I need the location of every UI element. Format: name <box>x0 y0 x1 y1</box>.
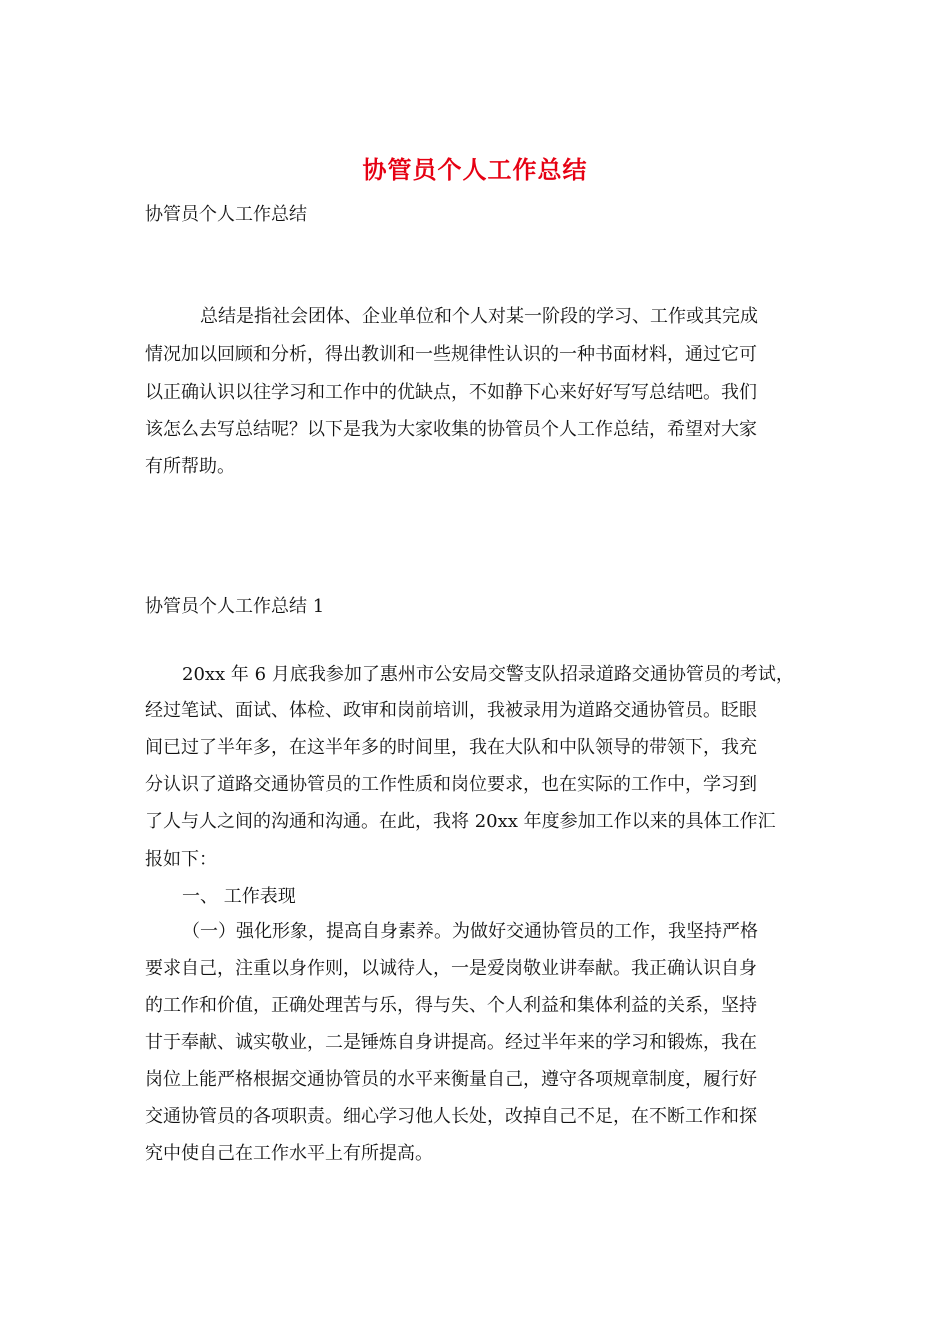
section-line: 20xx 年 6 月底我参加了惠州市公安局交警支队招录道路交通协管员的考试， <box>182 664 794 685</box>
section-line: 经过笔试、面试、体检、政审和岗前培训，我被录用为道路交通协管员。眨眼 <box>145 700 757 721</box>
part-line: 的工作和价值，正确处理苦与乐，得与失、个人利益和集体利益的关系，坚持 <box>145 995 757 1016</box>
part-line: （一）强化形象，提高自身素养。为做好交通协管员的工作，我坚持严格 <box>182 921 758 942</box>
section-heading: 协管员个人工作总结 1 <box>145 596 325 617</box>
intro-line: 有所帮助。 <box>145 456 235 477</box>
intro-line: 以正确认识以往学习和工作中的优缺点，不如静下心来好好写写总结吧。我们 <box>145 382 757 403</box>
section-line: 间已过了半年多，在这半年多的时间里，我在大队和中队领导的带领下，我充 <box>145 737 757 758</box>
part-heading: 一、 工作表现 <box>182 886 296 907</box>
section-line: 了人与人之间的沟通和沟通。在此，我将 20xx 年度参加工作以来的具体工作汇 <box>145 811 776 832</box>
section-line: 分认识了道路交通协管员的工作性质和岗位要求，也在实际的工作中，学习到 <box>145 774 757 795</box>
part-line: 要求自己，注重以身作则，以诚待人，一是爱岗敬业讲奉献。我正确认识自身 <box>145 958 757 979</box>
part-line: 究中使自己在工作水平上有所提高。 <box>145 1143 433 1164</box>
document-subtitle: 协管员个人工作总结 <box>145 204 307 225</box>
intro-line: 情况加以回顾和分析，得出教训和一些规律性认识的一种书面材料，通过它可 <box>145 344 757 365</box>
part-line: 岗位上能严格根据交通协管员的水平来衡量自己，遵守各项规章制度，履行好 <box>145 1069 757 1090</box>
intro-line: 该怎么去写总结呢？以下是我为大家收集的协管员个人工作总结，希望对大家 <box>145 419 757 440</box>
document-title: 协管员个人工作总结 <box>362 155 588 184</box>
section-line: 报如下： <box>145 849 217 870</box>
part-line: 交通协管员的各项职责。细心学习他人长处，改掉自己不足，在不断工作和探 <box>145 1106 757 1127</box>
intro-line: 总结是指社会团体、企业单位和个人对某一阶段的学习、工作或其完成 <box>200 306 758 327</box>
part-line: 甘于奉献、诚实敬业，二是锤炼自身讲提高。经过半年来的学习和锻炼，我在 <box>145 1032 757 1053</box>
